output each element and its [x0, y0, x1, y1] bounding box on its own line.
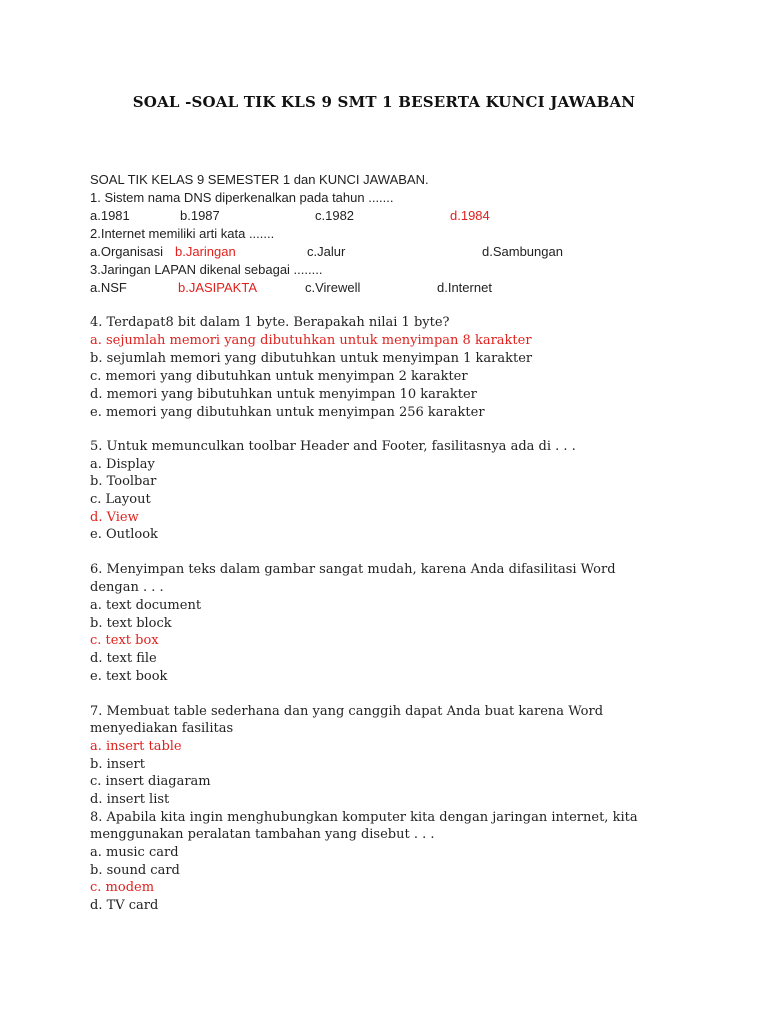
q3-option-a: a.NSF	[90, 280, 127, 295]
q2-option-b-answer: b.Jaringan	[175, 244, 236, 259]
q5-option-e: e. Outlook	[90, 527, 158, 542]
q4-option-d: d. memori yang bibutuhkan untuk menyimpan 10 karakter	[90, 387, 477, 402]
question-1: 1. Sistem nama DNS diperkenalkan pada tahun .......	[90, 190, 394, 205]
question-5: 5. Untuk memunculkan toolbar Header and Footer, fasilitasnya ada di . . .	[90, 439, 576, 454]
page-title: SOAL -SOAL TIK KLS 9 SMT 1 BESERTA KUNCI JAWABAN	[132, 93, 636, 111]
q6-option-e: e. text book	[90, 669, 168, 684]
q2-option-c: c.Jalur	[307, 244, 346, 259]
q5-option-b: b. Toolbar	[90, 474, 157, 489]
q8-option-b: b. sound card	[90, 863, 180, 878]
q8-option-a: a. music card	[90, 845, 179, 860]
question-6-line-1: 6. Menyimpan teks dalam gambar sangat mudah, karena Anda difasilitasi Word	[90, 562, 616, 577]
q5-option-d-answer: d. View	[90, 510, 139, 525]
q7-option-a-answer: a. insert table	[90, 739, 182, 754]
q3-option-b-answer: b.JASIPAKTA	[178, 280, 257, 295]
q6-option-c-answer: c. text box	[90, 633, 159, 648]
q6-option-d: d. text file	[90, 651, 157, 666]
question-8-line-2: menggunakan peralatan tambahan yang disebut . . .	[90, 827, 435, 842]
q7-option-d: d. insert list	[90, 792, 170, 807]
q3-option-c: c.Virewell	[305, 280, 361, 295]
q4-option-b: b. sejumlah memori yang dibutuhkan untuk menyimpan 1 karakter	[90, 351, 533, 366]
question-2: 2.Internet memiliki arti kata .......	[90, 226, 275, 241]
question-7-line-2: menyediakan fasilitas	[90, 721, 234, 736]
q4-option-e: e. memori yang dibutuhkan untuk menyimpan 256 karakter	[90, 405, 485, 420]
q6-option-a: a. text document	[90, 598, 202, 613]
question-3: 3.Jaringan LAPAN dikenal sebagai ........	[90, 262, 323, 277]
q1-option-a: a.1981	[90, 208, 130, 223]
q7-option-b: b. insert	[90, 757, 145, 772]
question-7-line-1: 7. Membuat table sederhana dan yang canggih dapat Anda buat karena Word	[90, 704, 604, 719]
q4-option-c: c. memori yang dibutuhkan untuk menyimpan 2 karakter	[90, 369, 468, 384]
subtitle: SOAL TIK KELAS 9 SEMESTER 1 dan KUNCI JAWABAN.	[90, 172, 429, 187]
q2-option-a: a.Organisasi	[90, 244, 163, 259]
q5-option-c: c. Layout	[90, 492, 151, 507]
question-6-line-2: dengan . . .	[90, 580, 164, 595]
question-4: 4. Terdapat8 bit dalam 1 byte. Berapakah nilai 1 byte?	[90, 315, 450, 330]
q2-option-d: d.Sambungan	[482, 244, 563, 259]
q7-option-c: c. insert diagaram	[90, 774, 211, 789]
q3-option-d: d.Internet	[437, 280, 492, 295]
q1-option-d-answer: d.1984	[450, 208, 490, 223]
q1-option-b: b.1987	[180, 208, 220, 223]
q1-option-c: c.1982	[315, 208, 355, 223]
q6-option-b: b. text block	[90, 616, 172, 631]
q4-option-a-answer: a. sejumlah memori yang dibutuhkan untuk menyimpan 8 karakter	[90, 333, 532, 348]
q8-option-c-answer: c. modem	[90, 880, 155, 895]
q5-option-a: a. Display	[90, 457, 155, 472]
question-8-line-1: 8. Apabila kita ingin menghubungkan komputer kita dengan jaringan internet, kita	[90, 810, 638, 825]
q8-option-d: d. TV card	[90, 898, 159, 913]
